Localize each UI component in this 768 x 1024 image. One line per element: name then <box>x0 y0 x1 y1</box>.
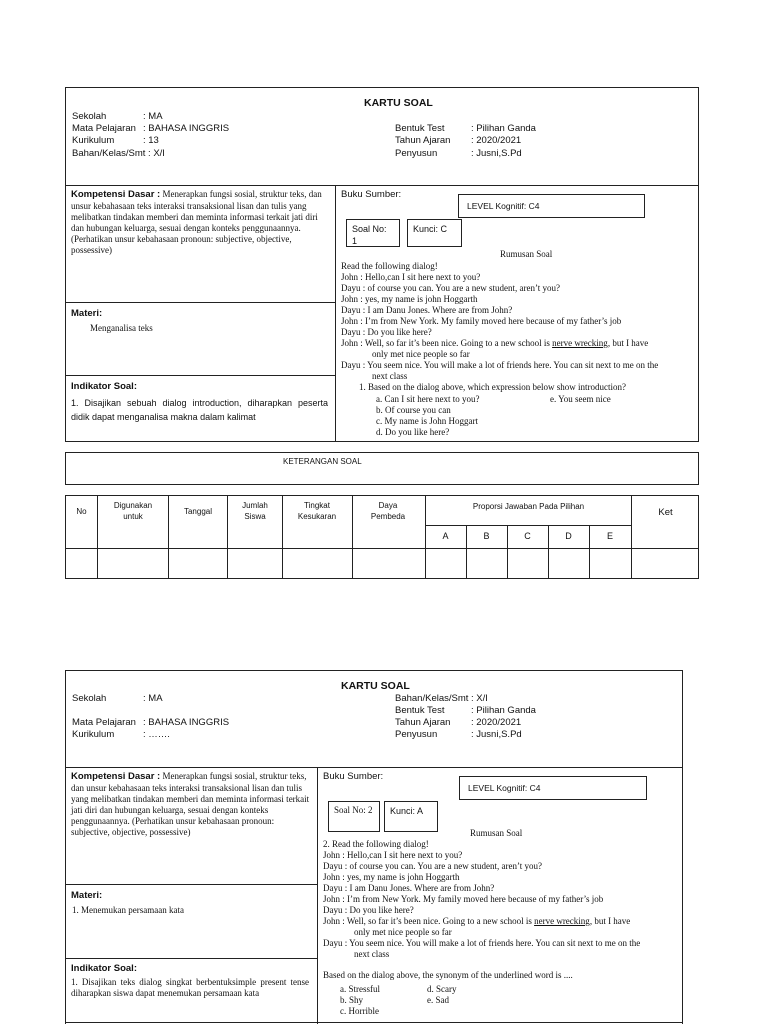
dialog <box>323 839 681 981</box>
kompetensi-text: Menerapkan fungsi sosial, struktur teks, dan unsur kebahasaan teks interaksi transaksional lisan dan tulis yang melibatkan tindakan memberi dan meminta informasi terkait jati diri dan hubungan keluarga, sesuai dengan konteks penggunaannya. (Perhatikan unsur kebahasaan pronoun: subjective, objective, possessive) <box>71 189 322 255</box>
option-e: e. Sad <box>427 995 449 1005</box>
dialog-line: Dayu : You seem nice. You will make a lot of friends here. You can sit next to me on the <box>341 360 659 370</box>
dialog <box>341 261 696 393</box>
table-divider <box>425 525 631 526</box>
divider <box>65 185 699 186</box>
dialog-line: John : I’m from New York. My family moved here because of my father’s job <box>341 316 622 326</box>
value-bentuk: : Pilihan Ganda <box>471 705 536 716</box>
divider <box>65 375 335 376</box>
dialog-text: , but I have <box>589 916 631 926</box>
value-tahun: : 2020/2021 <box>471 135 522 146</box>
divider <box>65 884 317 885</box>
table-divider <box>352 495 353 579</box>
header-no: No <box>76 507 87 516</box>
kompetensi-label: Kompetensi Dasar : <box>71 189 161 200</box>
divider <box>65 767 683 768</box>
value-penyusun: : Jusni,S.Pd <box>471 729 522 740</box>
keterangan-title: KETERANGAN SOAL <box>283 457 362 466</box>
kompetensi-label: Kompetensi Dasar : <box>71 771 161 782</box>
label-kurikulum: Kurikulum <box>72 729 115 740</box>
value-bentuk: : Pilihan Ganda <box>471 123 536 134</box>
option-a: a. Stressful <box>340 984 380 994</box>
value-sekolah: : MA <box>143 693 163 704</box>
dialog-line: John : yes, my name is john Hoggarth <box>341 294 478 304</box>
kompetensi-dasar <box>71 771 311 838</box>
dialog-line: Dayu : You seem nice. You will make a lot of friends here. You can sit next to me on the <box>323 938 641 948</box>
soal-no-box <box>328 801 380 832</box>
kunci-box <box>384 801 438 832</box>
card-title: KARTU SOAL <box>364 97 433 109</box>
label-tahun: Tahun Ajaran <box>395 717 451 728</box>
dialog-line: only met nice people so far <box>354 927 452 937</box>
underlined-word: nerve wrecking <box>534 916 590 926</box>
indikator-text: 1. Disajikan sebuah dialog introduction, diharapkan peserta didik dapat menganalisa makna dalam kalimat <box>71 398 328 422</box>
label-penyusun: Penyusun <box>395 148 438 159</box>
value-bahan: : X/I <box>471 693 488 704</box>
table-divider <box>97 495 98 579</box>
option-a: a. Can I sit here next to you? <box>376 394 480 404</box>
soal-no-box <box>346 219 400 247</box>
materi-text: 1. Menemukan persamaan kata <box>72 905 184 915</box>
dialog-text: John : Well, so far it’s been nice. Going to a new school is <box>323 916 532 926</box>
dialog-line: Read the following dialog! <box>341 261 438 271</box>
level-kognitif-box <box>458 194 645 218</box>
dialog-text: , but I have <box>607 338 649 348</box>
label-penyusun: Penyusun <box>395 729 438 740</box>
value-kurikulum: : ……. <box>143 729 170 740</box>
divider <box>335 185 336 442</box>
label-tahun: Tahun Ajaran <box>395 135 451 146</box>
label-mapel: Mata Pelajaran <box>72 717 136 728</box>
label-bentuk: Bentuk Test <box>395 123 445 134</box>
soal-no: Soal No: 1 <box>352 224 387 246</box>
rumusan-soal: Rumusan Soal <box>470 828 523 838</box>
value-penyusun: : Jusni,S.Pd <box>471 148 522 159</box>
choice-b: B <box>483 531 490 541</box>
dialog-line <box>341 338 696 349</box>
level-kognitif: LEVEL Kognitif: C4 <box>467 201 540 211</box>
dialog-line: next class <box>372 371 408 381</box>
soal-no: Soal No: 2 <box>334 805 373 815</box>
value-mapel: : BAHASA INGGRIS <box>143 123 230 134</box>
divider <box>65 302 335 303</box>
kompetensi-dasar <box>71 189 329 256</box>
option-b: b. Of course you can <box>376 405 451 415</box>
underlined-word: nerve wrecking <box>552 338 608 348</box>
option-c: c. Horrible <box>340 1006 379 1016</box>
value-kurikulum: : 13 <box>143 135 159 146</box>
dialog-line: Dayu : of course you can. You are a new student, aren’t you? <box>341 283 561 293</box>
kunci: Kunci: A <box>390 806 424 816</box>
materi-label: Materi: <box>71 890 103 901</box>
header-digunakan: Digunakan untuk <box>113 501 153 521</box>
dialog-line: only met nice people so far <box>372 349 470 359</box>
buku-sumber: Buku Sumber: <box>323 771 384 782</box>
label-mapel: Mata Pelajaran <box>72 123 136 134</box>
kunci-box <box>407 219 462 247</box>
keterangan-box <box>65 452 699 485</box>
label-bahan: Bahan/Kelas/Smt : X/I <box>72 148 165 159</box>
question: Based on the dialog above, the synonym of the underlined word is .... <box>323 970 573 980</box>
value-mapel: : BAHASA INGGRIS <box>143 717 230 728</box>
dialog-line: Dayu : of course you can. You are a new student, aren’t you? <box>323 861 543 871</box>
dialog-line: Dayu : I am Danu Jones. Where are from John? <box>341 305 513 315</box>
level-kognitif-box <box>459 776 647 800</box>
divider <box>317 767 318 1024</box>
dialog-line: John : I’m from New York. My family moved here because of my father’s job <box>323 894 604 904</box>
indikator-text: 1. Disajikan teks dialog singkat berbentuksimple present tense diharapkan siswa dapat menemukan persamaan kata <box>71 977 309 998</box>
materi-text: Menganalisa teks <box>90 323 153 333</box>
question: 1. Based on the dialog above, which expression below show introduction? <box>359 382 626 392</box>
level-kognitif: LEVEL Kognitif: C4 <box>468 783 541 793</box>
dialog-line: Dayu : Do you like here? <box>341 327 432 337</box>
header-tanggal: Tanggal <box>183 507 213 516</box>
materi-label: Materi: <box>71 308 103 319</box>
value-tahun: : 2020/2021 <box>471 717 522 728</box>
dialog-line: John : Hello,can I sit here next to you? <box>341 272 481 282</box>
rumusan-soal: Rumusan Soal <box>500 249 553 259</box>
option-c: c. My name is John Hoggart <box>376 416 478 426</box>
choice-a: A <box>442 531 449 541</box>
dialog-line <box>323 916 681 927</box>
choice-d: D <box>565 531 572 541</box>
header-ket: Ket <box>658 507 673 518</box>
header-tingkat: Tingkat Kesukaran <box>297 501 337 521</box>
option-b: b. Shy <box>340 995 364 1005</box>
label-sekolah: Sekolah <box>72 693 107 704</box>
table-divider <box>227 495 228 579</box>
dialog-line: John : Hello,can I sit here next to you? <box>323 850 463 860</box>
dialog-text: John : Well, so far it’s been nice. Going to a new school is <box>341 338 550 348</box>
option-d: d. Scary <box>427 984 457 994</box>
header-daya: Daya Pembeda <box>370 501 406 521</box>
header-proporsi: Proporsi Jawaban Pada Pilihan <box>472 502 585 511</box>
label-sekolah: Sekolah <box>72 111 107 122</box>
divider <box>65 958 317 959</box>
label-kurikulum: Kurikulum <box>72 135 115 146</box>
option-d: d. Do you like here? <box>376 427 450 437</box>
indikator-label: Indikator Soal: <box>71 381 137 392</box>
label-bentuk: Bentuk Test <box>395 705 445 716</box>
kunci: Kunci: C <box>413 224 448 234</box>
value-sekolah: : MA <box>143 111 163 122</box>
dialog-line: John : yes, my name is john Hoggarth <box>323 872 460 882</box>
table-divider <box>282 495 283 579</box>
indikator-label: Indikator Soal: <box>71 963 137 974</box>
kompetensi-text: Menerapkan fungsi sosial, struktur teks, dan unsur kebahasaan teks interaksi transaksional lisan dan tulis yang melibatkan tindakan memberi dan meminta informasi terkait jati diri dan hubungan keluarga, sesuai dengan konteks penggunaannya. (Perhatikan unsur kebahasaan pronoun: subjective, objective, possessive) <box>71 771 310 837</box>
table-divider <box>65 548 699 549</box>
dialog-line: next class <box>354 949 390 959</box>
choice-c: C <box>524 531 531 541</box>
divider <box>65 1022 683 1023</box>
label-bahan: Bahan/Kelas/Smt <box>395 693 469 704</box>
option-e: e. You seem nice <box>550 394 611 404</box>
dialog-line: Dayu : Do you like here? <box>323 905 414 915</box>
buku-sumber: Buku Sumber: <box>341 189 402 200</box>
choice-e: E <box>606 531 613 541</box>
card-title: KARTU SOAL <box>341 680 410 692</box>
dialog-line: Dayu : I am Danu Jones. Where are from John? <box>323 883 495 893</box>
header-jumlah: Jumlah Siswa <box>242 501 268 521</box>
dialog-line: 2. Read the following dialog! <box>323 839 429 849</box>
